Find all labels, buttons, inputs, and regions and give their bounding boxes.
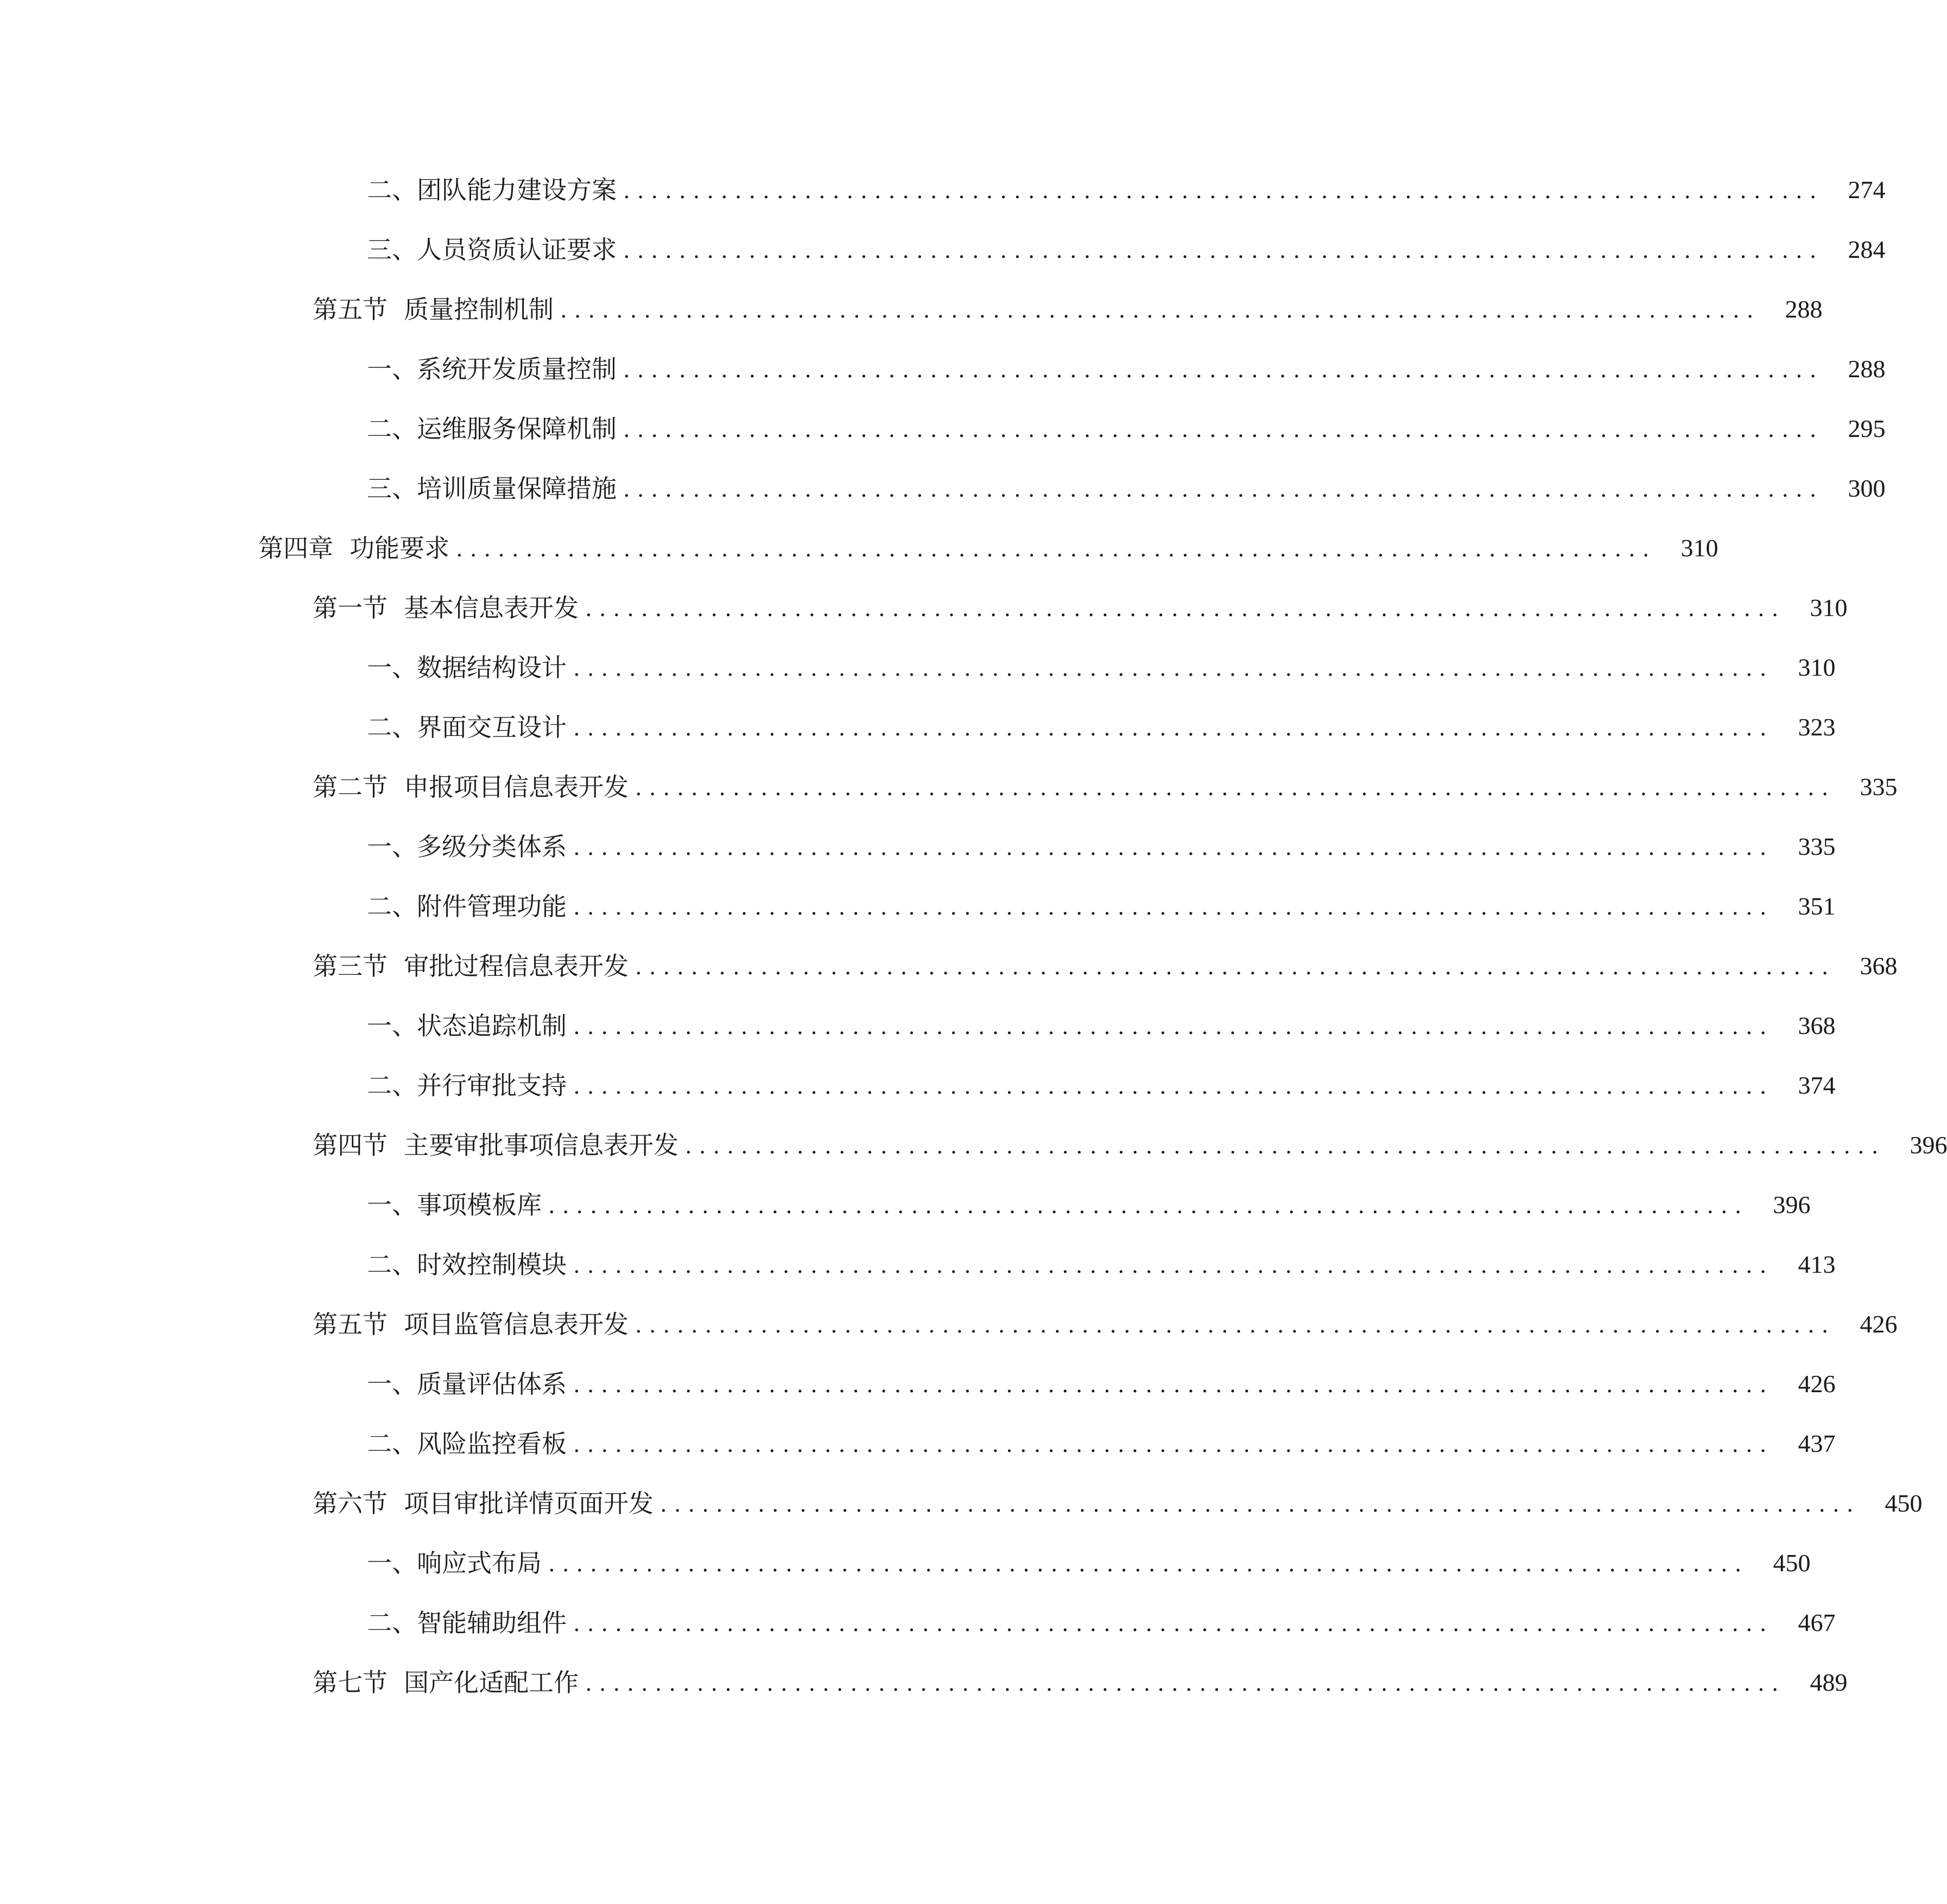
toc-entry-title: 响应式布局	[417, 1548, 542, 1578]
toc-entry-title: 时效控制模块	[417, 1250, 567, 1279]
toc-entry-number: 一、	[367, 1548, 417, 1578]
dot-leader: ......................................................................................	[635, 776, 1836, 801]
dot-leader: ......................................................................................	[623, 417, 1824, 442]
toc-entry[interactable]	[367, 160, 1886, 220]
toc-entry-page: 396	[1910, 1131, 1947, 1159]
toc-entry-title: 项目监管信息表开发	[404, 1310, 629, 1339]
dot-leader: ......................................................................................	[560, 298, 1761, 323]
toc-entry-title: 国产化适配工作	[404, 1668, 579, 1697]
toc-entry-page: 295	[1848, 415, 1886, 442]
dot-leader: ......................................................................................	[623, 477, 1824, 502]
toc-entry[interactable]	[367, 697, 1836, 757]
toc-entry-number: 二、	[367, 414, 417, 443]
toc-entry-number: 三、	[367, 235, 417, 264]
toc-entry-title: 主要审批事项信息表开发	[404, 1131, 678, 1160]
toc-entry-page: 437	[1798, 1430, 1836, 1457]
toc-entry-page: 450	[1773, 1549, 1811, 1577]
toc-entry-number: 一、	[367, 832, 417, 861]
toc-entry-number: 二、	[367, 1250, 417, 1279]
toc-entry-page: 300	[1848, 474, 1886, 502]
toc-entry-title: 风险监控看板	[417, 1429, 567, 1458]
toc-entry-page: 288	[1785, 295, 1823, 323]
toc-entry[interactable]	[367, 459, 1886, 518]
toc-entry-page: 351	[1798, 892, 1836, 920]
dot-leader: ......................................................................................	[573, 1253, 1774, 1278]
dot-leader: ......................................................................................	[623, 179, 1824, 204]
toc-entry-number: 二、	[367, 713, 417, 742]
toc-entry-title: 申报项目信息表开发	[404, 772, 629, 802]
toc-entry-number: 二、	[367, 1071, 417, 1100]
toc-entry-title: 质量评估体系	[417, 1369, 567, 1399]
dot-leader: ......................................................................................	[573, 895, 1774, 920]
toc-entry-title: 团队能力建设方案	[417, 175, 617, 205]
toc-entry-title: 质量控制机制	[404, 295, 554, 324]
toc-entry[interactable]	[367, 817, 1836, 877]
toc-entry-page: 374	[1798, 1071, 1836, 1099]
toc-entry-page: 310	[1798, 653, 1836, 681]
toc-entry-title: 基本信息表开发	[404, 593, 579, 623]
toc-entry-number: 二、	[367, 892, 417, 921]
toc-entry-page: 323	[1798, 713, 1836, 741]
toc-entry-page: 467	[1798, 1609, 1836, 1636]
toc-entry[interactable]	[313, 1474, 1923, 1533]
toc-entry-title: 培训质量保障措施	[417, 474, 617, 503]
toc-entry-page: 489	[1810, 1668, 1848, 1696]
dot-leader: ......................................................................................	[573, 656, 1774, 681]
dot-leader: ......................................................................................	[548, 1194, 1749, 1218]
toc-entry-title: 数据结构设计	[417, 653, 567, 682]
toc-entry-title: 附件管理功能	[417, 892, 567, 921]
toc-entry-title: 系统开发质量控制	[417, 354, 617, 384]
dot-leader: ......................................................................................	[548, 1552, 1749, 1577]
toc-entry[interactable]	[367, 1354, 1836, 1414]
toc-entry[interactable]	[313, 1653, 1848, 1712]
toc-entry-page: 368	[1798, 1012, 1836, 1039]
toc-entry-number: 一、	[367, 1369, 417, 1399]
toc-entry-page: 396	[1773, 1191, 1811, 1218]
toc-entry[interactable]	[367, 1175, 1811, 1235]
dot-leader: ......................................................................................	[660, 1492, 1861, 1517]
toc-entry-title: 状态追踪机制	[417, 1011, 567, 1040]
toc-entry-number: 一、	[367, 1190, 417, 1220]
toc-entry[interactable]	[313, 757, 1898, 817]
toc-entry-page: 413	[1798, 1251, 1836, 1278]
toc-entry-title: 功能要求	[350, 534, 449, 563]
toc-entry-page: 310	[1810, 594, 1848, 621]
dot-leader: ......................................................................................	[585, 1671, 1786, 1696]
toc-entry-title: 运维服务保障机制	[417, 414, 617, 443]
toc-entry-page: 335	[1860, 773, 1898, 801]
toc-entry[interactable]	[367, 220, 1886, 280]
toc-entry-page: 426	[1798, 1370, 1836, 1398]
toc-entry-number: 第三节	[313, 951, 388, 981]
toc-entry-page: 426	[1860, 1310, 1898, 1338]
dot-leader: ......................................................................................	[623, 358, 1824, 383]
toc-entry[interactable]	[367, 638, 1836, 697]
toc-entry[interactable]	[367, 339, 1886, 399]
dot-leader: ......................................................................................	[573, 716, 1774, 741]
dot-leader: ......................................................................................	[685, 1134, 1886, 1159]
toc-entry-title: 事项模板库	[417, 1190, 542, 1220]
toc-entry-number: 第一节	[313, 593, 388, 623]
toc-entry-title: 项目审批详情页面开发	[404, 1489, 654, 1518]
toc-entry-number: 第四章	[258, 534, 333, 563]
dot-leader: ......................................................................................	[623, 238, 1824, 263]
toc-entry-page: 274	[1848, 176, 1886, 204]
toc-entry-number: 二、	[367, 1429, 417, 1458]
toc-entry-title: 审批过程信息表开发	[404, 951, 629, 981]
toc-entry[interactable]	[367, 1414, 1836, 1474]
toc-entry-title: 多级分类体系	[417, 832, 567, 861]
toc-entry[interactable]	[367, 1235, 1836, 1294]
toc-entry-title: 界面交互设计	[417, 713, 567, 742]
toc-entry-title: 智能辅助组件	[417, 1608, 567, 1638]
toc-entry[interactable]	[367, 1533, 1811, 1593]
toc-entry-page: 335	[1798, 833, 1836, 860]
dot-leader: ......................................................................................	[573, 1074, 1774, 1099]
toc-entry-number: 一、	[367, 1011, 417, 1040]
toc-entry[interactable]	[367, 399, 1886, 459]
dot-leader: ......................................................................................	[573, 835, 1774, 860]
toc-entry-number: 第五节	[313, 1310, 388, 1339]
toc-entry-number: 第二节	[313, 772, 388, 802]
toc-entry-number: 一、	[367, 354, 417, 384]
dot-leader: ......................................................................................	[635, 1313, 1836, 1338]
toc-entry-number: 第四节	[313, 1131, 388, 1160]
toc-entry[interactable]	[367, 877, 1836, 936]
dot-leader: ......................................................................................	[573, 1014, 1774, 1039]
toc-entry-number: 二、	[367, 1608, 417, 1638]
toc-entry-number: 第七节	[313, 1668, 388, 1697]
dot-leader: ......................................................................................	[573, 1611, 1774, 1636]
toc-entry[interactable]	[313, 578, 1848, 638]
toc-entry-page: 450	[1885, 1489, 1923, 1517]
toc-entry[interactable]	[367, 996, 1836, 1056]
dot-leader: ......................................................................................	[635, 955, 1836, 980]
toc-entry[interactable]	[313, 936, 1898, 996]
dot-leader: ......................................................................................	[456, 537, 1657, 562]
toc-entry-number: 一、	[367, 653, 417, 682]
toc-entry-number: 二、	[367, 175, 417, 205]
toc-entry[interactable]	[313, 1294, 1898, 1354]
toc-entry[interactable]	[367, 1593, 1836, 1653]
toc-entry-page: 288	[1848, 355, 1886, 383]
toc-entry[interactable]	[367, 1056, 1836, 1115]
toc-entry-title: 并行审批支持	[417, 1071, 567, 1100]
toc-entry[interactable]	[313, 280, 1823, 339]
toc-entry-number: 第六节	[313, 1489, 388, 1518]
dot-leader: ......................................................................................	[573, 1432, 1774, 1457]
toc-entry-number: 三、	[367, 474, 417, 503]
toc-entry[interactable]	[258, 518, 1718, 578]
dot-leader: ......................................................................................	[573, 1373, 1774, 1398]
toc-entry-number: 第五节	[313, 295, 388, 324]
toc-entry-title: 人员资质认证要求	[417, 235, 617, 264]
toc-entry-page: 284	[1848, 236, 1886, 263]
toc-entry-page: 368	[1860, 952, 1898, 980]
dot-leader: ......................................................................................	[585, 596, 1786, 621]
toc-entry[interactable]	[313, 1115, 1947, 1175]
toc-entry-page: 310	[1680, 534, 1718, 562]
